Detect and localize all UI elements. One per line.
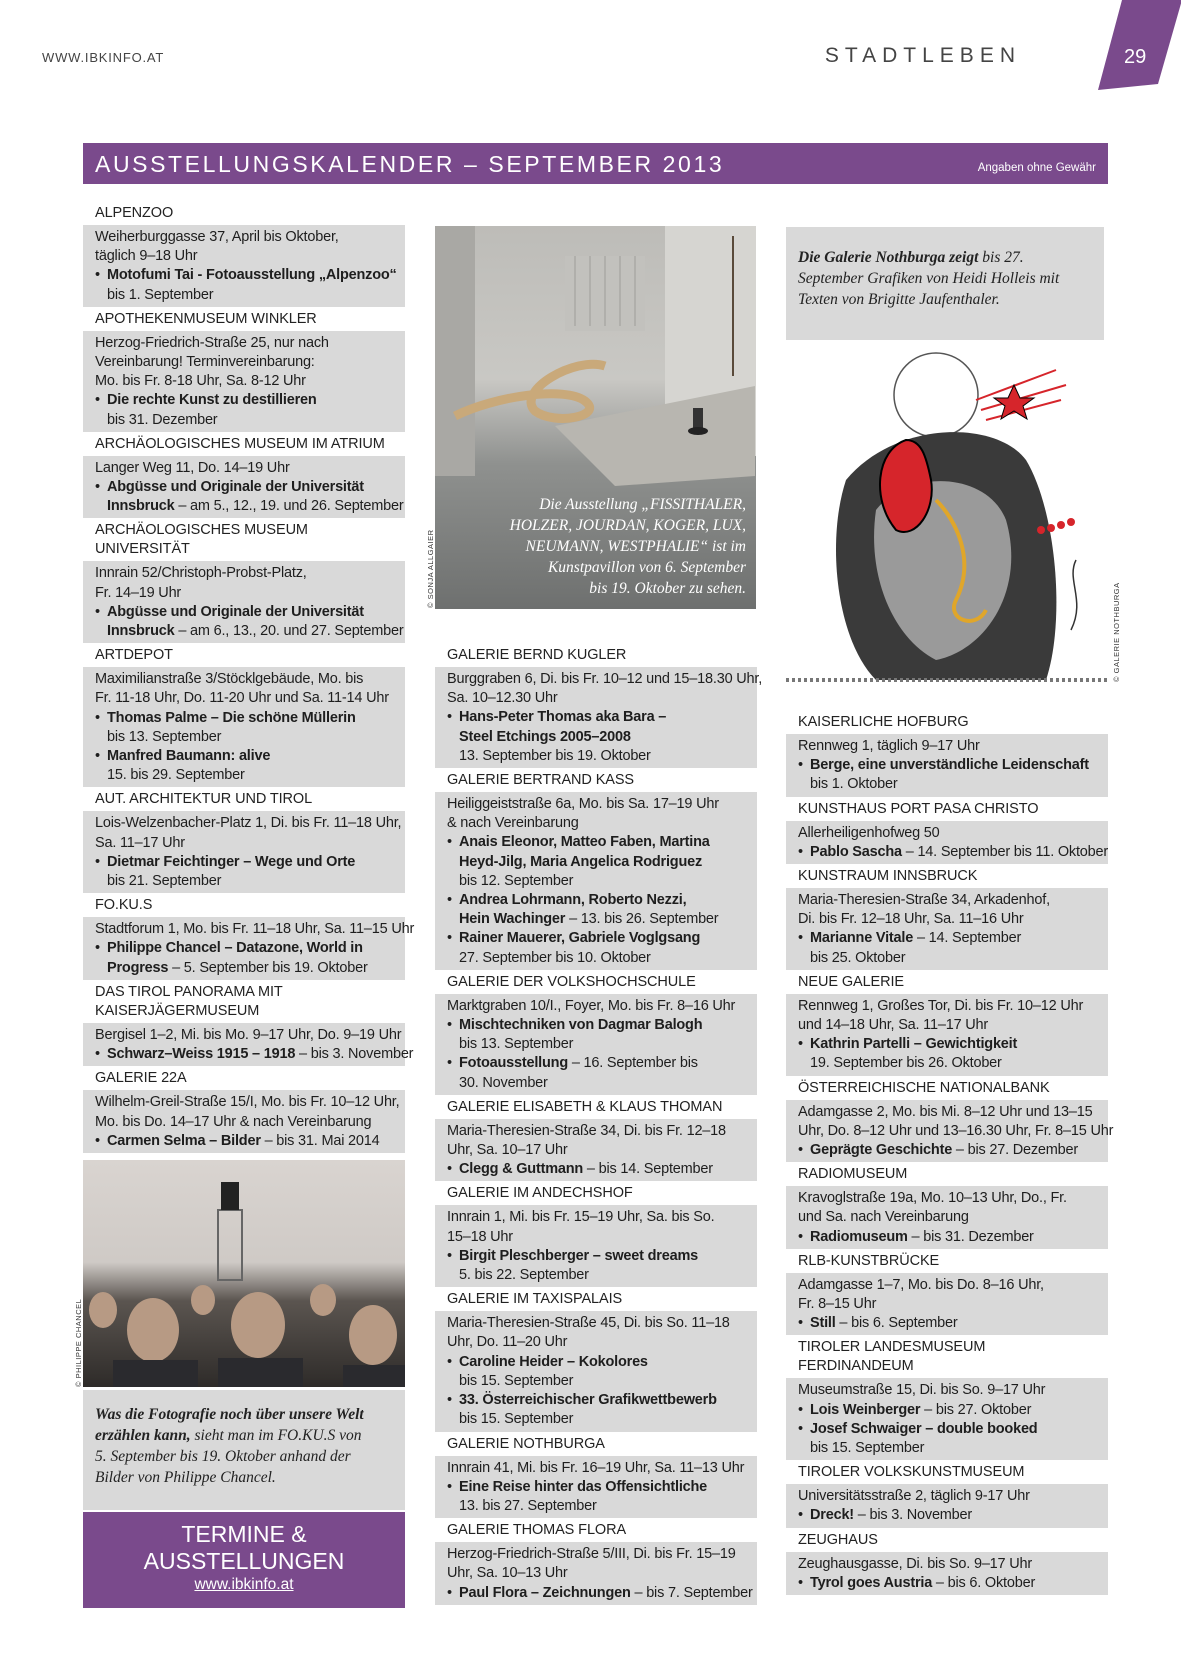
venue-entry [786, 798, 1108, 864]
venue-name: ZEUGHAUS [798, 1531, 878, 1548]
venue-details [435, 1119, 757, 1182]
bullet-icon: • [798, 1401, 803, 1418]
section-title: STADTLEBEN [824, 44, 1021, 67]
exhibition-title: Paul Flora – Zeichnungen [459, 1584, 631, 1601]
chancel-caption [83, 1390, 405, 1510]
venue-details [83, 667, 405, 787]
venue-name: RLB-KUNSTBRÜCKE [798, 1252, 940, 1269]
exhibition-title: Josef Schwaiger – double booked [810, 1420, 1038, 1437]
bullet-icon: • [798, 1228, 803, 1245]
separator: – [565, 911, 581, 928]
site-url: WWW.IBKINFO.AT [42, 50, 165, 65]
venue-address: Weiherburggasse 37, April bis Oktober, täglich 9–18 Uhr [95, 229, 339, 265]
exhibition-item [95, 478, 404, 516]
venue-details [83, 561, 405, 643]
venue-details [786, 1484, 1108, 1527]
bullet-icon: • [798, 757, 803, 774]
venue-details [83, 225, 405, 307]
separator: – [174, 623, 191, 640]
venue-details [786, 888, 1108, 970]
exhibition-title: Philippe Chancel – Datazone, World in Progress [107, 940, 363, 976]
exhibition-item [447, 1353, 753, 1391]
exhibition-title: 33. Österreichischer Grafikwettbewerb [459, 1392, 717, 1409]
venue-address: Wilhelm-Greil-Straße 15/I, Mo. bis Fr. 10–12 Uhr, Mo. bis Do. 14–17 Uhr & nach Vereinbarung [95, 1094, 400, 1130]
venue-address: Innrain 1, Mi. bis Fr. 15–19 Uhr, Sa. bis So. 15–18 Uhr [447, 1209, 715, 1245]
separator: – [260, 1132, 277, 1149]
chancel-photo [83, 1160, 405, 1387]
exhibition-item [447, 1391, 753, 1429]
venue-details [83, 917, 415, 980]
exhibition-date: bis 13. September [107, 728, 222, 745]
venue-entry [435, 1519, 757, 1605]
venue-address: Adamgasse 1–7, Mo. bis Do. 8–16 Uhr, Fr. 8–15 Uhr [798, 1276, 1044, 1313]
bullet-icon: • [798, 1574, 803, 1591]
exhibition-title: Eine Reise hinter das Offensichtliche [459, 1478, 708, 1495]
venue-entry [435, 769, 757, 970]
venue-entry [786, 1336, 1108, 1460]
venue-name: ARTDEPOT [95, 647, 173, 664]
bullet-icon: • [447, 1017, 452, 1034]
exhibition-item [798, 1228, 1104, 1247]
exhibition-date: bis 7. September [646, 1584, 753, 1601]
exhibition-date: 15. bis 29. September [107, 767, 245, 784]
exhibition-date: bis 15. September [459, 1411, 574, 1428]
exhibition-title: Dreck! [810, 1507, 854, 1524]
venue-name: KAISERLICHE HOFBURG [798, 714, 969, 730]
venue-name: GALERIE 22A [95, 1070, 187, 1087]
exhibition-item [798, 843, 1109, 862]
venue-address: Burggraben 6, Di. bis Fr. 10–12 und 15–18.30 Uhr, Sa. 10–12.30 Uhr [447, 671, 763, 707]
exhibition-title: Die rechte Kunst zu destillieren [107, 392, 317, 409]
venue-name: ALPENZOO [95, 205, 174, 221]
exhibition-title: Carmen Selma – Bilder [107, 1132, 261, 1149]
bullet-icon: • [95, 603, 100, 620]
bullet-icon: • [95, 1046, 100, 1063]
exhibition-item [447, 1584, 753, 1603]
venue-details [786, 1100, 1114, 1163]
exhibition-title: Kathrin Partelli – Gewichtigkeit [810, 1036, 1018, 1053]
venue-address: Innrain 41, Mi. bis Fr. 16–19 Uhr, Sa. 11–13 Uhr [447, 1459, 745, 1476]
separator: – [920, 1401, 936, 1418]
exhibition-date: bis 6. September [851, 1315, 958, 1332]
bullet-icon: • [447, 1247, 452, 1264]
promo-box [83, 1512, 405, 1608]
venue-entry [786, 971, 1108, 1076]
venue-name: GALERIE ELISABETH & KLAUS THOMAN [447, 1098, 723, 1115]
venue-entry [83, 433, 405, 519]
bullet-icon: • [798, 1507, 803, 1524]
promo-title: TERMINE & AUSSTELLUNGEN [143, 1521, 345, 1574]
exhibition-item [95, 853, 401, 891]
venue-entry [83, 308, 405, 432]
venue-details [435, 1311, 757, 1431]
calendar-column-2 [435, 644, 763, 1606]
exhibition-item [798, 1401, 1104, 1420]
exhibition-date: bis 1. September [107, 286, 214, 303]
page-number: 29 [1124, 46, 1147, 68]
bullet-icon: • [798, 1420, 803, 1437]
exhibition-title: Berge, eine unverständliche Leidenschaft [810, 757, 1089, 774]
exhibition-date: am 6., 13., 20. und 27. September [190, 623, 404, 640]
exhibition-date: bis 31. Mai 2014 [276, 1132, 380, 1149]
venue-name: TIROLER LANDESMUSEUM FERDINANDEUM [798, 1339, 986, 1375]
venue-address: Langer Weg 11, Do. 14–19 Uhr [95, 459, 290, 476]
exhibition-date: bis 6. Oktober [947, 1574, 1036, 1591]
bullet-icon: • [447, 1478, 452, 1495]
venue-entry [435, 1182, 757, 1287]
venue-name: GALERIE IM TAXISPALAIS [447, 1291, 623, 1308]
venue-details [786, 1186, 1108, 1249]
exhibition-item [447, 708, 753, 766]
exhibition-date: 19. September bis 26. Oktober [810, 1055, 1002, 1072]
venue-details [786, 1273, 1108, 1336]
venue-address: Herzog-Friedrich-Straße 5/III, Di. bis Fr. 15–19 Uhr, Sa. 10–13 Uhr [447, 1546, 736, 1582]
exhibition-item [95, 709, 401, 747]
exhibition-date: am 5., 12., 19. und 26. September [190, 498, 404, 515]
venue-name: GALERIE THOMAS FLORA [447, 1522, 627, 1539]
exhibition-item [95, 1045, 414, 1064]
exhibition-date: 14. September bis 25. Oktober [810, 930, 1022, 966]
venue-name: APOTHEKENMUSEUM WINKLER [95, 310, 317, 327]
caption-bold: Die Galerie Nothburga zeigt [798, 249, 979, 266]
venue-entry [83, 519, 405, 643]
exhibition-item [95, 391, 401, 429]
venue-details [83, 1090, 405, 1153]
exhibition-item [798, 929, 1104, 967]
bullet-icon: • [447, 1392, 452, 1409]
exhibition-title: Radiomuseum [810, 1228, 908, 1245]
exhibition-title: Birgit Pleschberger – sweet dreams [459, 1247, 698, 1264]
venue-name: NEUE GALERIE [798, 973, 904, 990]
venue-name: GALERIE BERTRAND KASS [447, 772, 634, 789]
photo-caption: Die Ausstellung „FISSITHALER, HOLZER, JOURDAN, KOGER, LUX, NEUMANN, WESTPHALIE“ ist im Kunstpavillon von 6. September bis 19. Oktober zu sehen. [509, 496, 746, 597]
bullet-icon: • [447, 1055, 452, 1072]
exhibition-item [798, 1314, 1104, 1333]
venue-details [83, 811, 405, 893]
venue-details [435, 667, 763, 768]
exhibition-date: 27. September bis 10. Oktober [459, 949, 651, 966]
separator: – [295, 1046, 311, 1063]
disclaimer: Angaben ohne Gewähr [977, 162, 1096, 174]
title-bar [83, 143, 1108, 184]
exhibition-title: Motofumi Tai - Fotoausstellung „Alpenzoo“ [107, 267, 397, 284]
venue-details [786, 821, 1108, 864]
artwork-illustration [786, 340, 1108, 692]
bullet-icon: • [95, 853, 100, 870]
venue-entry [83, 894, 415, 980]
separator: – [630, 1584, 647, 1601]
exhibition-date: bis 27. Dezember [967, 1142, 1079, 1159]
exhibition-item [95, 603, 404, 641]
venue-address: Heiliggeiststraße 6a, Mo. bis Sa. 17–19 Uhr & nach Vereinbarung [447, 796, 719, 832]
bullet-icon: • [447, 1584, 452, 1601]
photo-credit: © PHILIPPE CHANCEL [74, 1298, 83, 1387]
venue-address: Universitätsstraße 2, täglich 9-17 Uhr [798, 1488, 1030, 1505]
venue-details [786, 1552, 1108, 1595]
venue-entry [786, 865, 1108, 970]
venue-entry [435, 1288, 757, 1431]
venue-name: RADIOMUSEUM [798, 1166, 908, 1183]
venue-address: Maximilianstraße 3/Stöcklgebäude, Mo. bis Fr. 11-18 Uhr, Do. 11-20 Uhr und Sa. 11-14 Uhr [95, 671, 389, 707]
exhibition-item [798, 1574, 1104, 1593]
exhibition-date: bis 21. September [107, 873, 222, 890]
bullet-icon: • [95, 267, 100, 284]
calendar-column-1 [83, 202, 415, 1154]
exhibition-date: 5. bis 22. September [459, 1267, 589, 1284]
exhibition-date: bis 31. Dezember [923, 1228, 1034, 1245]
photo-credit: © SONJA ALLGAIER [426, 529, 435, 608]
venue-address: Maria-Theresien-Straße 34, Arkadenhof, Di. bis Fr. 12–18 Uhr, Sa. 11–16 Uhr [798, 892, 1050, 928]
venue-name: GALERIE DER VOLKSHOCHSCHULE [447, 973, 696, 990]
exhibition-item [447, 891, 753, 929]
exhibition-date: 13. bis 26. September [580, 911, 719, 928]
venue-address: Rennweg 1, täglich 9–17 Uhr [798, 738, 980, 754]
exhibition-title: Mischtechniken von Dagmar Balogh [459, 1017, 703, 1034]
venue-name: GALERIE BERND KUGLER [447, 647, 627, 663]
venue-details [435, 1205, 757, 1287]
separator: – [583, 1161, 599, 1178]
venue-name: ÖSTERREICHISCHE NATIONALBANK [798, 1079, 1050, 1096]
exhibition-title: Geprägte Geschichte [810, 1142, 953, 1159]
separator: – [835, 1315, 852, 1332]
bullet-icon: • [95, 392, 100, 409]
bullet-icon: • [95, 1132, 100, 1149]
nothburga-artwork [786, 340, 1108, 692]
exhibition-title: Fotoausstellung [459, 1055, 568, 1072]
venue-entry [786, 1461, 1108, 1527]
exhibition-date: bis 12. September [459, 872, 574, 889]
venue-details [435, 792, 757, 970]
venue-address: Lois-Welzenbacher-Platz 1, Di. bis Fr. 11–18 Uhr, Sa. 11–17 Uhr [95, 815, 402, 851]
venue-name: DAS TIROL PANORAMA MIT KAISERJÄGERMUSEUM [95, 983, 283, 1019]
venue-details [786, 994, 1108, 1076]
exhibition-item [447, 1247, 753, 1285]
exhibition-item [798, 1420, 1104, 1458]
bullet-icon: • [798, 1036, 803, 1053]
venue-address: Maria-Theresien-Straße 45, Di. bis So. 11–18 Uhr, Do. 11–20 Uhr [447, 1315, 730, 1351]
exhibition-title: Hans-Peter Thomas aka Bara – Steel Etchings 2005–2008 [459, 709, 667, 745]
exhibition-title: Clegg & Guttmann [459, 1161, 584, 1178]
venue-address: Innrain 52/Christoph-Probst-Platz, Fr. 14–19 Uhr [95, 565, 307, 601]
venue-name: ARCHÄOLOGISCHES MUSEUM UNIVERSITÄT [95, 522, 308, 558]
venue-name: KUNSTRAUM INNSBRUCK [798, 868, 978, 885]
venue-details [435, 1542, 757, 1605]
venue-address: Allerheiligenhofweg 50 [798, 824, 940, 841]
exhibition-date: bis 31. Dezember [107, 411, 218, 428]
bullet-icon: • [798, 930, 803, 947]
venue-address: Maria-Theresien-Straße 34, Di. bis Fr. 12–18 Uhr, Sa. 10–17 Uhr [447, 1122, 726, 1159]
venue-details [435, 994, 757, 1095]
venue-address: Adamgasse 2, Mo. bis Mi. 8–12 Uhr und 13–15 Uhr, Do. 8–12 Uhr und 13–16.30 Uhr, Fr. 8–15 Uhr [798, 1103, 1114, 1139]
venue-entry [435, 971, 757, 1095]
exhibition-item [95, 1132, 401, 1151]
separator: – [901, 843, 918, 860]
bullet-icon: • [447, 892, 452, 909]
venue-name: TIROLER VOLKSKUNSTMUSEUM [798, 1464, 1025, 1481]
venue-name: GALERIE IM ANDECHSHOF [447, 1185, 633, 1202]
exhibition-date: bis 15. September [459, 1372, 574, 1389]
exhibition-item [798, 1141, 1104, 1160]
bullet-icon: • [447, 1353, 452, 1370]
exhibition-title: Caroline Heider – Kokolores [459, 1353, 648, 1370]
venue-entry [786, 1077, 1114, 1163]
exhibition-date: bis 13. September [459, 1036, 574, 1053]
separator: – [174, 498, 191, 515]
venue-details [83, 456, 405, 519]
exhibition-title: Pablo Sascha [810, 843, 902, 860]
venue-details [786, 1378, 1108, 1460]
exhibition-date: 16. September bis 30. November [459, 1055, 698, 1091]
bullet-icon: • [447, 1161, 452, 1178]
exhibition-item [447, 1160, 753, 1179]
exhibition-item [447, 929, 753, 967]
venue-address: Zeughausgasse, Di. bis So. 9–17 Uhr [798, 1555, 1032, 1572]
exhibition-title: Dietmar Feichtinger – Wege und Orte [107, 853, 356, 870]
venue-address: Kravoglstraße 19a, Mo. 10–13 Uhr, Do., Fr. und Sa. nach Vereinbarung [798, 1190, 1067, 1226]
bullet-icon: • [95, 940, 100, 957]
page-number-tab [1096, 0, 1181, 92]
separator: – [932, 1574, 948, 1591]
exhibition-title: Anais Eleonor, Matteo Faben, Martina Heyd-Jilg, Maria Angelica Rodriguez [459, 834, 710, 870]
exhibition-date: 5. September bis 19. Oktober [183, 959, 368, 976]
venue-address: Herzog-Friedrich-Straße 25, nur nach Vereinbarung! Terminvereinbarung: Mo. bis Fr. 8-18 Uhr, Sa. 8-12 Uhr [95, 334, 329, 390]
bullet-icon: • [447, 930, 452, 947]
venue-entry [435, 1433, 757, 1519]
venue-name: GALERIE NOTHBURGA [447, 1435, 605, 1452]
exhibition-date: bis 27. Oktober [935, 1401, 1032, 1418]
caption-text: bis 27. September Grafiken von Heidi Holleis mit Texten von Brigitte Jaufenthaler. [798, 249, 1060, 308]
venue-entry [83, 788, 405, 893]
bullet-icon: • [95, 748, 100, 765]
venue-details [435, 1456, 757, 1519]
exhibition-date: 13. bis 27. September [459, 1497, 597, 1514]
exhibition-date: bis 3. November [310, 1046, 414, 1063]
caption-text: sieht man im FO.KU.S von 5. September bis 19. Oktober anhand der Bilder von Philippe Chancel. [95, 1427, 362, 1486]
exhibition-item [798, 756, 1104, 794]
exhibition-date: bis 15. September [810, 1440, 925, 1457]
bullet-icon: • [447, 834, 452, 851]
venue-entry [83, 644, 405, 787]
bullet-icon: • [798, 1142, 803, 1159]
exhibition-title: Abgüsse und Originale der Universität Innsbruck [107, 603, 364, 640]
venue-address: Stadtforum 1, Mo. bis Fr. 11–18 Uhr, Sa. 11–15 Uhr [95, 921, 415, 938]
exhibition-item [95, 266, 401, 304]
exhibition-title: Lois Weinberger [810, 1401, 921, 1418]
venue-entry [435, 644, 763, 768]
separator: – [907, 1228, 924, 1245]
exhibition-item [447, 1016, 753, 1054]
exhibition-item [447, 833, 753, 891]
bullet-icon: • [798, 1315, 803, 1332]
exhibition-title: Abgüsse und Originale der Universität Innsbruck [107, 479, 364, 515]
caption-bold: Was die Fotografie noch über unsere Welt erzählen kann, [95, 1406, 364, 1444]
venue-name: AUT. ARCHITEKTUR UND TIROL [95, 791, 313, 808]
nothburga-caption [786, 227, 1104, 344]
venue-entry [786, 711, 1108, 797]
exhibition-item [95, 939, 401, 977]
exhibition-date: bis 3. November [869, 1507, 973, 1524]
exhibition-date: 14. September bis 11. Oktober [917, 843, 1109, 860]
exhibition-title: Manfred Baumann: alive [107, 748, 271, 765]
venue-name: ARCHÄOLOGISCHES MUSEUM IM ATRIUM [95, 435, 385, 452]
crowd-illustration [83, 1160, 405, 1387]
venue-details [786, 734, 1108, 797]
bullet-icon: • [798, 843, 803, 860]
bullet-icon: • [95, 479, 100, 496]
calendar-column-3 [786, 711, 1114, 1596]
separator: – [913, 930, 929, 947]
separator: – [853, 1507, 870, 1524]
exhibition-title: Schwarz–Weiss 1915 – 1918 [107, 1046, 296, 1063]
page-title: AUSSTELLUNGSKALENDER – SEPTEMBER 2013 [95, 151, 725, 177]
venue-name: KUNSTHAUS PORT PASA CHRISTO [798, 800, 1039, 817]
exhibition-item [95, 747, 401, 785]
exhibition-item [447, 1478, 753, 1516]
venue-address: Marktgraben 10/I., Foyer, Mo. bis Fr. 8–16 Uhr [447, 997, 736, 1014]
exhibition-item [798, 1506, 1104, 1525]
venue-entry [435, 1096, 757, 1182]
exhibition-title: Still [810, 1315, 836, 1332]
venue-name: FO.KU.S [95, 897, 153, 914]
venue-entry [83, 981, 414, 1066]
exhibition-item [447, 1054, 753, 1092]
exhibition-title: Andrea Lohrmann, Roberto Nezzi, Hein Wachinger [459, 892, 687, 928]
exhibition-date: bis 14. September [598, 1161, 713, 1178]
venue-entry [786, 1250, 1108, 1336]
exhibition-title: Tyrol goes Austria [810, 1574, 933, 1591]
venue-entry [786, 1163, 1108, 1249]
exhibition-title: Thomas Palme – Die schöne Müllerin [107, 709, 356, 726]
exhibition-title: Rainer Mauerer, Gabriele Voglgsang [459, 930, 701, 947]
venue-details [83, 331, 405, 432]
separator: – [567, 1055, 584, 1072]
separator: – [168, 959, 184, 976]
separator: – [952, 1142, 968, 1159]
venue-address: Bergisel 1–2, Mi. bis Mo. 9–17 Uhr, Do. 9–19 Uhr [95, 1026, 402, 1043]
exhibition-date: bis 1. Oktober [810, 776, 898, 793]
promo-link[interactable]: www.ibkinfo.at [194, 1576, 294, 1593]
exhibition-item [798, 1035, 1104, 1073]
exhibition-date: 13. September bis 19. Oktober [459, 747, 651, 764]
venue-address: Rennweg 1, Großes Tor, Di. bis Fr. 10–12 Uhr und 14–18 Uhr, Sa. 11–17 Uhr [798, 997, 1084, 1034]
venue-details [83, 1023, 414, 1066]
venue-entry [786, 1529, 1108, 1595]
venue-entry [83, 202, 405, 307]
venue-address: Museumstraße 15, Di. bis So. 9–17 Uhr [798, 1382, 1046, 1399]
venue-entry [83, 1067, 405, 1153]
bullet-icon: • [447, 709, 452, 726]
bullet-icon: • [95, 709, 100, 726]
exhibition-title: Marianne Vitale [810, 930, 914, 947]
artwork-credit: © GALERIE NOTHBURGA [1112, 582, 1121, 682]
